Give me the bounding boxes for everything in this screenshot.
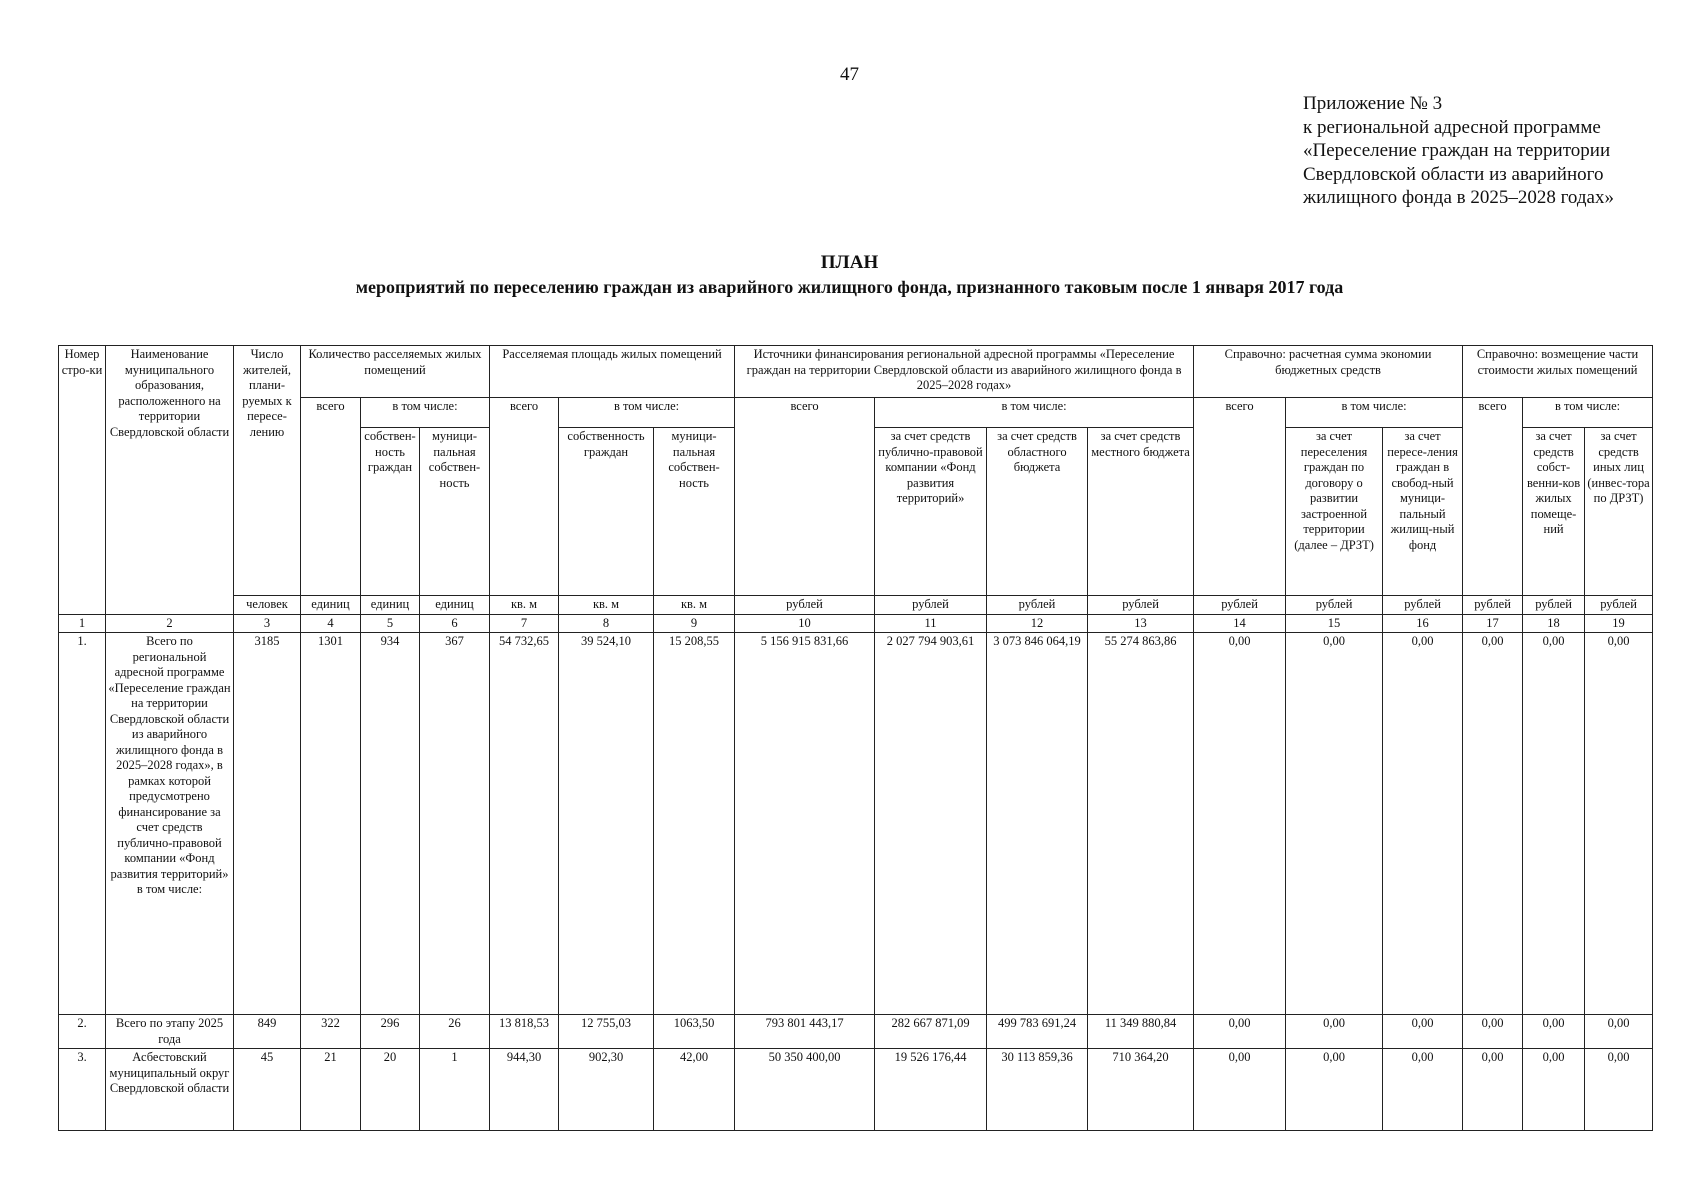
row-value: 0,00 <box>1523 1015 1585 1049</box>
header-fund: за счет средств публично-правовой компании «Фонд развития территорий» <box>875 428 987 596</box>
unit-cell: человек <box>234 596 301 615</box>
column-number: 7 <box>490 614 559 633</box>
row-value: 0,00 <box>1194 1015 1286 1049</box>
row-number: 1. <box>59 633 106 1015</box>
row-value: 2 027 794 903,61 <box>875 633 987 1015</box>
row-value: 0,00 <box>1383 1015 1463 1049</box>
row-value: 19 526 176,44 <box>875 1049 987 1131</box>
units-row <box>59 596 1653 615</box>
header-others: за счет средств иных лиц (инвес-тора по ДРЗТ) <box>1585 428 1653 596</box>
header-drzt: за счет переселения граждан по договору о развитии застроенной территории (далее – ДРЗТ) <box>1286 428 1383 596</box>
row-value: 21 <box>301 1049 361 1131</box>
column-number: 12 <box>987 614 1088 633</box>
column-number: 13 <box>1088 614 1194 633</box>
row-value: 710 364,20 <box>1088 1049 1194 1131</box>
header-savings-group: Справочно: расчетная сумма экономии бюджетных средств <box>1194 346 1463 398</box>
row-value: 13 818,53 <box>490 1015 559 1049</box>
header-free-fund: за счет пересе-ления граждан в свобод-ный муници-пальный жилищ-ный фонд <box>1383 428 1463 596</box>
column-number: 2 <box>106 614 234 633</box>
header-finance-total: всего <box>735 398 875 596</box>
header-compensation-group: Справочно: возмещение части стоимости жилых помещений <box>1463 346 1653 398</box>
units-cell-empty <box>59 596 106 615</box>
row-name: Всего по этапу 2025 года <box>106 1015 234 1049</box>
column-number: 8 <box>559 614 654 633</box>
row-value: 12 755,03 <box>559 1015 654 1049</box>
row-value: 0,00 <box>1585 1049 1653 1131</box>
row-value: 0,00 <box>1585 1015 1653 1049</box>
unit-cell: единиц <box>361 596 420 615</box>
column-number: 19 <box>1585 614 1653 633</box>
header-municipality: Наименование муниципального образования, расположенного на территории Свердловской области <box>106 346 234 596</box>
table-row <box>59 633 1653 1015</box>
row-value: 11 349 880,84 <box>1088 1015 1194 1049</box>
column-number: 16 <box>1383 614 1463 633</box>
column-number: 9 <box>654 614 735 633</box>
unit-cell: рублей <box>1585 596 1653 615</box>
column-number: 17 <box>1463 614 1523 633</box>
units-cell-empty <box>106 596 234 615</box>
appendix-note <box>1303 92 1693 210</box>
row-value: 45 <box>234 1049 301 1131</box>
column-number: 1 <box>59 614 106 633</box>
header-finance-group: Источники финансирования региональной адресной программы «Переселение граждан на территории Свердловской области из аварийного жилищного фонда в 2025–2028 годах» <box>735 346 1194 398</box>
row-value: 0,00 <box>1463 1049 1523 1131</box>
header-area-private: собственность граждан <box>559 428 654 596</box>
header-savings-including: в том числе: <box>1286 398 1463 428</box>
unit-cell: рублей <box>1383 596 1463 615</box>
document-title: ПЛАН <box>820 252 879 273</box>
row-value: 934 <box>361 633 420 1015</box>
row-value: 793 801 443,17 <box>735 1015 875 1049</box>
header-compensation-total: всего <box>1463 398 1523 596</box>
row-name: Всего по региональной адресной программе «Переселение граждан на территории Свердловской области из аварийного жилищного фонда в 2025–2028 годах», в рамках которой предусмотрено финансирование за счет средств публично-правовой компании «Фонд развития территорий» в том числе: <box>106 633 234 1015</box>
unit-cell: рублей <box>987 596 1088 615</box>
table-row <box>59 1015 1653 1049</box>
row-value: 849 <box>234 1015 301 1049</box>
column-number: 18 <box>1523 614 1585 633</box>
column-number: 3 <box>234 614 301 633</box>
appendix-line: к региональной адресной программе <box>1303 116 1601 138</box>
header-area-municipal: муници-пальная собствен-ность <box>654 428 735 596</box>
header-area-group: Расселяемая площадь жилых помещений <box>490 346 735 398</box>
row-value: 0,00 <box>1286 1049 1383 1131</box>
row-value: 26 <box>420 1015 490 1049</box>
row-value: 296 <box>361 1015 420 1049</box>
row-value: 54 732,65 <box>490 633 559 1015</box>
row-name: Асбестовский муниципальный округ Свердловской области <box>106 1049 234 1131</box>
header-compensation-including: в том числе: <box>1523 398 1653 428</box>
header-local-budget: за счет средств местного бюджета <box>1088 428 1194 596</box>
row-number: 2. <box>59 1015 106 1049</box>
unit-cell: рублей <box>1523 596 1585 615</box>
appendix-line: «Переселение граждан на территории <box>1303 140 1611 161</box>
row-value: 902,30 <box>559 1049 654 1131</box>
column-number: 10 <box>735 614 875 633</box>
header-owners: за счет средств собст-венни-ков жилых помеще-ний <box>1523 428 1585 596</box>
header-area-total: всего <box>490 398 559 596</box>
row-value: 0,00 <box>1523 1049 1585 1131</box>
page-number: 47 <box>840 64 859 85</box>
row-value: 499 783 691,24 <box>987 1015 1088 1049</box>
unit-cell: рублей <box>735 596 875 615</box>
unit-cell: кв. м <box>559 596 654 615</box>
unit-cell: рублей <box>1194 596 1286 615</box>
row-value: 282 667 871,09 <box>875 1015 987 1049</box>
unit-cell: единиц <box>301 596 361 615</box>
header-row-groups <box>59 346 1653 398</box>
row-value: 30 113 859,36 <box>987 1049 1088 1131</box>
unit-cell: кв. м <box>490 596 559 615</box>
column-numbers-row <box>59 614 1653 633</box>
row-value: 15 208,55 <box>654 633 735 1015</box>
row-value: 0,00 <box>1523 633 1585 1015</box>
row-value: 1063,50 <box>654 1015 735 1049</box>
unit-cell: рублей <box>875 596 987 615</box>
row-value: 0,00 <box>1383 633 1463 1015</box>
header-finance-including: в том числе: <box>875 398 1194 428</box>
column-number: 11 <box>875 614 987 633</box>
unit-cell: рублей <box>1088 596 1194 615</box>
column-number: 6 <box>420 614 490 633</box>
unit-cell: единиц <box>420 596 490 615</box>
header-premises-including: в том числе: <box>361 398 490 428</box>
plan-table <box>58 345 1653 1131</box>
appendix-line: Свердловской области из аварийного <box>1303 163 1604 185</box>
row-value: 0,00 <box>1194 633 1286 1015</box>
row-value: 3 073 846 064,19 <box>987 633 1088 1015</box>
header-private-citizens: собствен-ность граждан <box>361 428 420 596</box>
appendix-line: Приложение № 3 <box>1303 93 1443 114</box>
row-value: 0,00 <box>1286 633 1383 1015</box>
row-number: 3. <box>59 1049 106 1131</box>
header-row-no: Номер стро-ки <box>59 346 106 596</box>
row-value: 39 524,10 <box>559 633 654 1015</box>
row-value: 0,00 <box>1286 1015 1383 1049</box>
row-value: 367 <box>420 633 490 1015</box>
row-value: 5 156 915 831,66 <box>735 633 875 1015</box>
row-value: 0,00 <box>1463 633 1523 1015</box>
unit-cell: рублей <box>1463 596 1523 615</box>
header-municipal-property: муници-пальная собствен-ность <box>420 428 490 596</box>
column-number: 4 <box>301 614 361 633</box>
table-row <box>59 1049 1653 1131</box>
header-residents: Число жителей, плани-руемых к пересе-лению <box>234 346 301 596</box>
row-value: 0,00 <box>1383 1049 1463 1131</box>
row-value: 20 <box>361 1049 420 1131</box>
row-value: 55 274 863,86 <box>1088 633 1194 1015</box>
header-area-including: в том числе: <box>559 398 735 428</box>
row-value: 944,30 <box>490 1049 559 1131</box>
header-savings-total: всего <box>1194 398 1286 596</box>
header-premises-group: Количество расселяемых жилых помещений <box>301 346 490 398</box>
header-premises-total: всего <box>301 398 361 596</box>
row-value: 3185 <box>234 633 301 1015</box>
row-value: 0,00 <box>1194 1049 1286 1131</box>
row-value: 322 <box>301 1015 361 1049</box>
appendix-line: жилищного фонда в 2025–2028 годах» <box>1303 187 1614 208</box>
header-regional-budget: за счет средств областного бюджета <box>987 428 1088 596</box>
column-number: 15 <box>1286 614 1383 633</box>
row-value: 1 <box>420 1049 490 1131</box>
row-value: 42,00 <box>654 1049 735 1131</box>
row-value: 0,00 <box>1463 1015 1523 1049</box>
row-value: 1301 <box>301 633 361 1015</box>
row-value: 0,00 <box>1585 633 1653 1015</box>
unit-cell: рублей <box>1286 596 1383 615</box>
row-value: 50 350 400,00 <box>735 1049 875 1131</box>
unit-cell: кв. м <box>654 596 735 615</box>
column-number: 14 <box>1194 614 1286 633</box>
document-subtitle: мероприятий по переселению граждан из аварийного жилищного фонда, признанного таковым после 1 января 2017 года <box>355 277 1344 297</box>
column-number: 5 <box>361 614 420 633</box>
